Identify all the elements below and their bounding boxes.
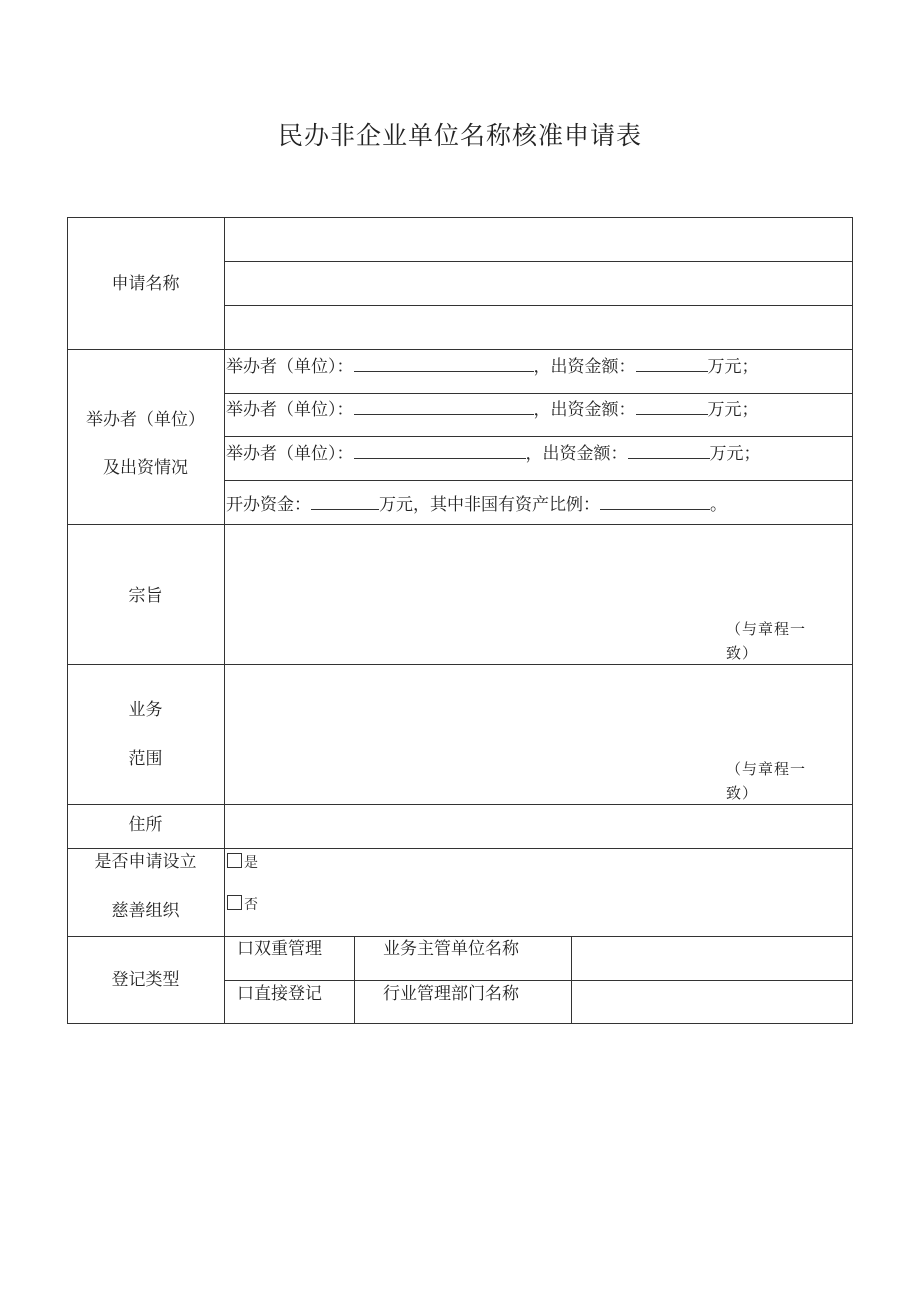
charity-option-no[interactable]: 否 [227,894,258,915]
scope-note-line1: （与章程一 [726,760,807,778]
reg-option-direct[interactable]: 口直接登记 [237,984,322,1004]
founder-row-2[interactable]: 举办者（单位）： ，出资金额： 万元； [226,397,759,420]
founders-label-line2: 及出资情况 [103,458,188,478]
name-field-2[interactable] [225,262,852,305]
reg-dept-field-2[interactable] [572,981,852,1023]
name-label: 申请名称 [111,274,180,294]
purpose-note-line2: 致） [726,644,759,662]
reg-dept-field-1[interactable] [572,937,852,980]
purpose-label: 宗旨 [128,586,163,606]
address-field[interactable] [225,805,852,848]
founder-row-1[interactable]: 举办者（单位）： ，出资金额： 万元； [226,354,759,377]
charity-label-line2: 慈善组织 [111,901,180,921]
scope-label-line2: 范围 [128,749,163,769]
purpose-note-line1: （与章程一 [726,620,807,638]
checkbox-no[interactable] [227,895,242,910]
reg-option-dual[interactable]: 口双重管理 [237,939,322,959]
founder-row-3[interactable]: 举办者（单位）： ，出资金额： 万元； [226,441,761,464]
charity-option-yes[interactable]: 是 [227,852,258,873]
scope-label-line1: 业务 [128,700,163,720]
founders-label-line1: 举办者（单位） [86,410,205,430]
charity-label-line1: 是否申请设立 [94,852,197,872]
checkbox-yes[interactable] [227,853,242,868]
capital-row[interactable]: 开办资金： 万元，其中非国有资产比例： 。 [226,492,727,515]
address-label: 住所 [128,815,163,835]
reg-dept-label-2: 行业管理部门名称 [383,984,519,1004]
name-field-1[interactable] [225,218,852,261]
scope-note-line2: 致） [726,784,759,802]
reg-type-label: 登记类型 [111,970,180,990]
page-title: 民办非企业单位名称核准申请表 [277,121,642,150]
reg-dept-label-1: 业务主管单位名称 [383,939,519,959]
name-field-3[interactable] [225,306,852,349]
